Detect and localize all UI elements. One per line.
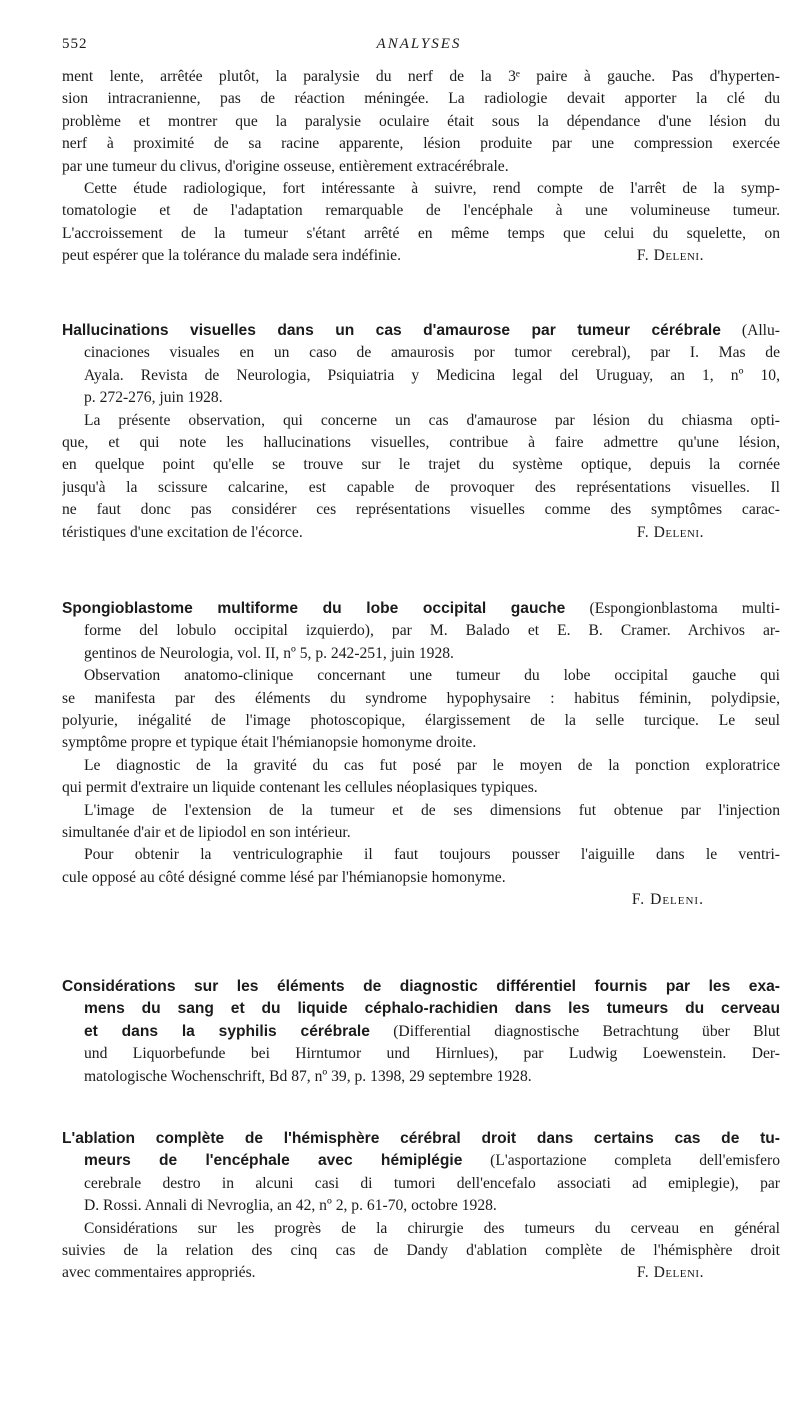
text-fragment: peut espérer que la tolérance du malade sera indéfinie. (62, 247, 401, 265)
signature: F. Deleni. (636, 247, 704, 265)
reference-line: p. 272-276, juin 1928. (84, 389, 223, 407)
text-line: que, et qui note les hallucinations visuelles, contribue à faire admettre qu'une lésion, (62, 434, 780, 452)
reference-line: cinaciones visuales en un caso de amaurosis por tumor cerebral), par I. Mas de (84, 344, 780, 362)
entry-title-line (62, 320, 780, 342)
text-line: par une tumeur du clivus, d'origine osseuse, entièrement extracérébrale. (62, 157, 509, 175)
entry-title-rest: (Differential diagnostische Betrachtung über Blut (369, 1022, 780, 1040)
entry-title: L'ablation complète de l'hémisphère cérébral droit dans certains cas de tu- (62, 1130, 780, 1147)
text-line: qui permit d'extraire un liquide contenant les cellules néoplasiques typiques. (62, 779, 538, 797)
reference-line: forme del lobulo occipital izquierdo), par M. Balado et E. B. Cramer. Archivos ar- (84, 622, 780, 640)
running-title: ANALYSES (376, 36, 462, 52)
text-line: sion intracranienne, pas de réaction méningée. La radiologie devait apporter la clé du (62, 90, 780, 108)
reference-line: matologische Wochenschrift, Bd 87, nº 39, p. 1398, 29 septembre 1928. (84, 1067, 532, 1085)
signature: F. Deleni. (636, 1264, 704, 1282)
text-line: polyurie, inégalité de l'image photoscopique, élargissement de la selle turcique. Le seul (62, 712, 780, 730)
text-line: ment lente, arrêtée plutôt, la paralysie du nerf de la 3ᵉ paire à gauche. Pas d'hyperten- (62, 68, 780, 85)
entry-title: Spongioblastome multiforme du lobe occipital gauche (62, 600, 566, 617)
abstract-considerations (62, 976, 780, 1088)
reference-line: und Liquorbefunde bei Hirntumor und Hirnlues), par Ludwig Loewenstein. Der- (84, 1045, 780, 1063)
text-line: L'image de l'extension de la tumeur et de ses dimensions fut obtenue par l'injection (84, 801, 780, 819)
signature: F. Deleni. (636, 523, 704, 541)
entry-title: Hallucinations visuelles dans un cas d'amaurose par tumeur cérébrale (62, 322, 721, 339)
reference-line: gentinos de Neurologia, vol. II, nº 5, p. 242-251, juin 1928. (84, 644, 454, 662)
text-line: Cette étude radiologique, fort intéressante à suivre, rend compte de l'arrêt de la symp- (84, 180, 780, 198)
text-line: tomatologie et de l'adaptation remarquable de l'encéphale à une volumineuse tumeur. (62, 202, 780, 220)
text-line: cule opposé au côté désigné comme lésé par l'hémianopsie homonyme. (62, 868, 506, 886)
text-fragment: avec commentaires appropriés. (62, 1264, 256, 1282)
reference-line: Ayala. Revista de Neurologia, Psiquiatria y Medicina legal del Uruguay, an 1, nº 10, (84, 366, 780, 384)
text-line: Le diagnostic de la gravité du cas fut posé par le moyen de la ponction exploratrice (84, 756, 780, 774)
entry-title-rest: (Espongionblastoma multi- (565, 600, 780, 617)
text-line: jusqu'à la scissure calcarine, est capable de provoquer des représentations visuelles. Il (62, 478, 780, 496)
entry-title-rest: (Allu- (720, 322, 780, 339)
text-line: simultanée d'air et de lipiodol en son intérieur. (62, 824, 351, 842)
text-line: en quelque point qu'elle se trouve sur le trajet du système optique, depuis la cornée (62, 456, 780, 474)
entry-title-rest: (L'asportazione completa dell'emisfero (462, 1152, 780, 1170)
page-number: 552 (62, 36, 88, 52)
abstract-spongioblastome (62, 598, 780, 912)
text-line-with-signature (62, 522, 780, 544)
text-line: Observation anatomo-clinique concernant une tumeur du lobe occipital gauche qui (84, 667, 780, 685)
reference-line: D. Rossi. Annali di Nevroglia, an 42, nº 2, p. 61-70, octobre 1928. (84, 1197, 497, 1215)
text-line: se manifesta par des éléments du syndrome hypophysaire : habitus féminin, polydipsie, (62, 689, 780, 707)
signature: F. Deleni. (631, 891, 704, 909)
text-line-with-signature (62, 1262, 780, 1284)
running-head (62, 36, 776, 58)
entry-title: meurs de l'encéphale avec hémiplégie (84, 1152, 463, 1170)
abstract-ablation (62, 1128, 780, 1285)
text-fragment: téristiques d'une excitation de l'écorce. (62, 523, 303, 541)
entry-title-line (62, 598, 780, 620)
entry-title: mens du sang et du liquide céphalo-rachidien dans les tumeurs du cerveau (84, 1000, 780, 1018)
abstract-hallucinations (62, 320, 780, 544)
text-line-with-signature (62, 245, 780, 267)
continuation-paragraph (62, 66, 780, 268)
entry-title: et dans la syphilis cérébrale (84, 1022, 370, 1040)
text-line: suivies de la relation des cinq cas de Dandy d'ablation complète de l'hémisphère droit (62, 1242, 780, 1260)
entry-title-line (62, 1150, 780, 1172)
text-line: problème et montrer que la paralysie oculaire était sous la dépendance d'une lésion du (62, 112, 780, 130)
reference-line: cerebrale destro in alcuni casi di tumori dell'encefalo associati ad emiplegie), par (84, 1174, 780, 1192)
text-line: ne faut donc pas considérer ces représentations visuelles comme des symptômes carac- (62, 501, 780, 519)
text-line: symptôme propre et typique était l'hémianopsie homonyme droite. (62, 734, 477, 752)
text-line: L'accroissement de la tumeur s'étant arrêté en même temps que celui du squelette, on (62, 224, 780, 242)
entry-title: Considérations sur les éléments de diagnostic différentiel fournis par les exa- (62, 978, 780, 995)
text-line: La présente observation, qui concerne un cas d'amaurose par lésion du chiasma opti- (84, 411, 780, 429)
text-line: Pour obtenir la ventriculographie il faut toujours pousser l'aiguille dans le ventri- (84, 846, 780, 864)
text-line: Considérations sur les progrès de la chirurgie des tumeurs du cerveau en général (84, 1219, 780, 1237)
entry-title-line (62, 1021, 780, 1043)
text-line: nerf à proximité de sa racine apparente, lésion produite par une compression exercée (62, 135, 780, 153)
